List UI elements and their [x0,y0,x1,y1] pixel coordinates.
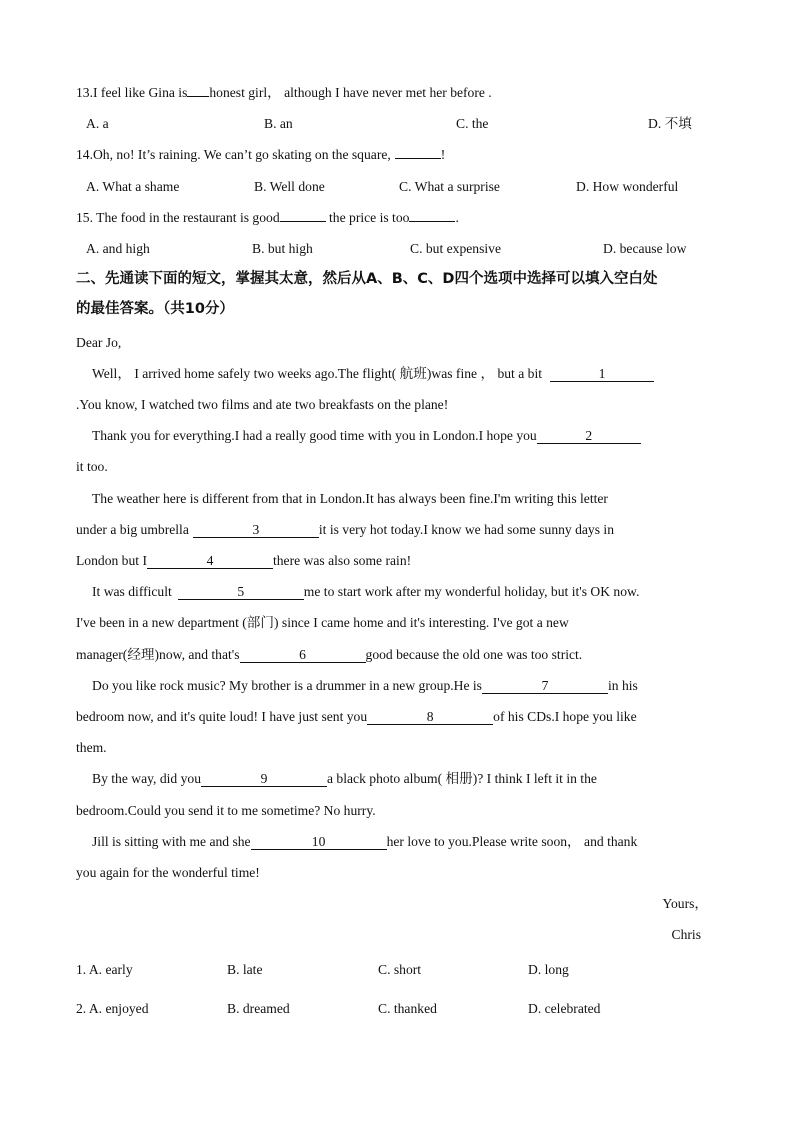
q13-option-d: D. 不填 [648,116,692,131]
letter-p4-line2: I've been in a new department (部门) since I came home and it's interesting. I've got a new [76,615,569,630]
blank-5: 5 [178,584,304,600]
blank-10: 10 [251,834,387,850]
letter-p4-line3: manager(经理)now, and that's 6 good because the old one was too strict. [76,647,583,662]
letter-closing: Yours， [662,896,708,911]
question-15-blank-2 [409,221,455,222]
q13-option-a: A. a [86,116,109,131]
q15-option-b: B. but high [252,241,313,256]
letter-p3-line1: The weather here is different from that in London.It has always been fine.I'm writing this letter [92,491,608,506]
q13-option-b: B. an [264,116,293,131]
letter-p6-line1: By the way, did you 9 a black photo album( 相册)? I think I left it in the [92,771,597,786]
blank-6: 6 [240,647,366,663]
section-heading: 二、先通读下面的短文，掌握其太意，然后从A、B、C、D四个选项中选择可以填入空白处 [76,271,658,287]
question-14: 14.Oh, no! It’s raining. We can’t go skating on the square, ! [76,147,446,162]
letter-signature: Chris [671,927,701,942]
blank-4: 4 [147,553,273,569]
q15-option-d: D. because low [603,241,687,256]
blank-9: 9 [201,771,327,787]
letter-p2-line1: Thank you for everything.I had a really good time with you in London.I hope you 2 [76,427,736,445]
answer-2-option-c: C. thanked [378,1001,437,1016]
section-heading-cont: 的最佳答案。（共10分） [76,301,234,317]
q15-option-a: A. and high [86,241,150,256]
q14-option-a: A. What a shame [86,179,180,194]
letter-p1-line1: Well， I arrived home safely two weeks ago.The flight( 航班)was fine ， but a bit 1 [76,365,736,383]
letter-p7-line1: Jill is sitting with me and she 10 her love to you.Please write soon， and thank [92,834,638,849]
answer-2-option-b: B. dreamed [227,1001,290,1016]
letter-p6-line2: bedroom.Could you send it to me sometime? No hurry. [76,803,376,818]
blank-8: 8 [367,709,493,725]
letter-p5-line2: bedroom now, and it's quite loud! I have just sent you 8 of his CDs.I hope you like [76,709,637,724]
blank-2: 2 [537,428,641,444]
answer-1-option-a: 1. A. early [76,962,133,977]
q14-option-b: B. Well done [254,179,325,194]
question-14-blank [395,158,441,159]
letter-p7-line2: you again for the wonderful time! [76,865,260,880]
q14-option-d: D. How wonderful [576,179,679,194]
question-13: 13.I feel like Gina is honest girl， although I have never met her before . [76,85,492,100]
q13-option-c: C. the [456,116,489,131]
answer-2-option-d: D. celebrated [528,1001,601,1016]
letter-p4-line1: It was difficult 5 me to start work after my wonderful holiday, but it's OK now. [92,584,640,599]
answer-1-option-d: D. long [528,962,569,977]
letter-p5-line3: them. [76,740,107,755]
blank-1: 1 [550,366,654,382]
letter-salutation: Dear Jo, [76,335,122,350]
answer-1-option-b: B. late [227,962,263,977]
blank-7: 7 [482,678,608,694]
letter-p3-line2: under a big umbrella 3 it is very hot today.I know we had some sunny days in [76,522,614,537]
question-15: 15. The food in the restaurant is good the price is too . [76,210,459,225]
question-13-blank [187,96,209,97]
letter-p5-line1: Do you like rock music? My brother is a drummer in a new group.He is 7 in his [92,678,638,693]
question-15-blank-1 [280,221,326,222]
answer-1-option-c: C. short [378,962,422,977]
q14-option-c: C. What a surprise [399,179,500,194]
answer-2-option-a: 2. A. enjoyed [76,1001,149,1016]
letter-p2-line2: it too. [76,459,108,474]
blank-3: 3 [193,522,319,538]
letter-p1-line2: .You know, I watched two films and ate two breakfasts on the plane! [76,397,449,412]
letter-p3-line3: London but I 4 there was also some rain! [76,553,412,568]
q15-option-c: C. but expensive [410,241,501,256]
